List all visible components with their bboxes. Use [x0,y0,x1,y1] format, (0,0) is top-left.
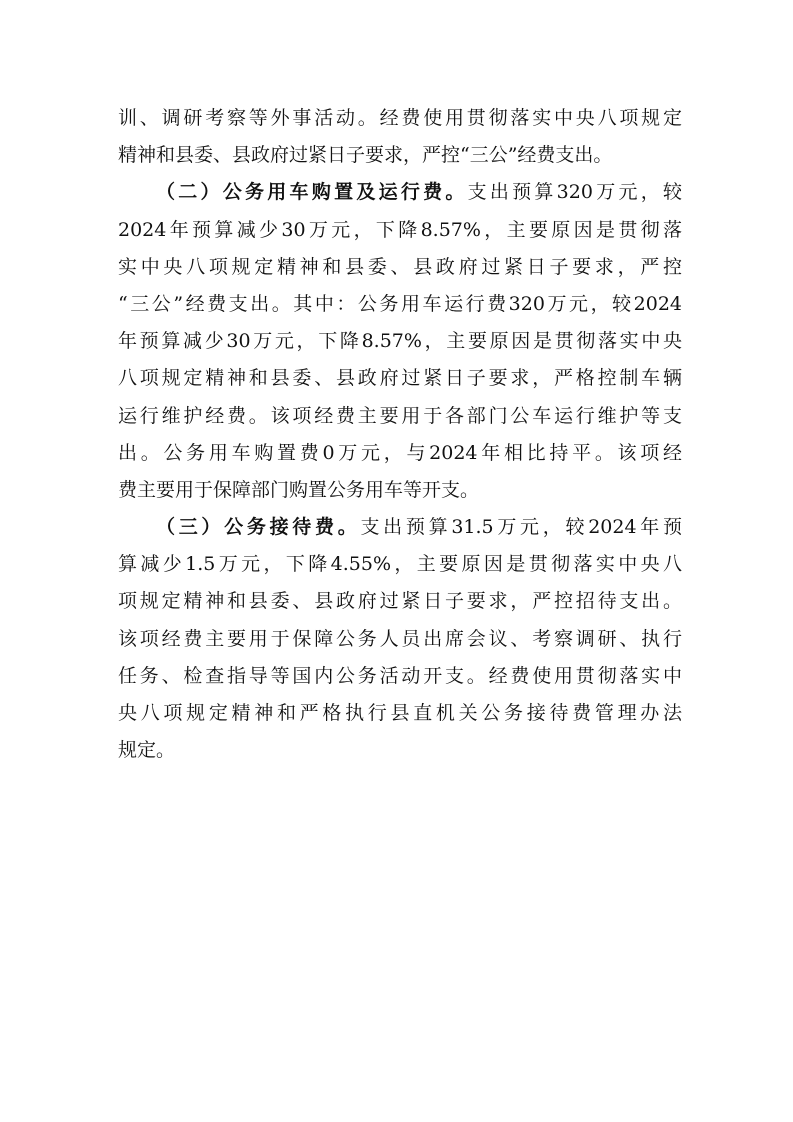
paragraph-2-line-3: 实中央八项规定精神和县委、县政府过紧日子要求，严控 [118,255,682,278]
paragraph-3-line-1 [118,509,682,546]
paragraph-2-line-9: 费主要用于保障部门购置公务用车等开支。 [118,478,480,501]
paragraph-1-line-2: 精神和县委、县政府过紧日子要求，严控“三公”经费支出。 [118,144,613,167]
paragraph-2-first-line-text: 支出预算320万元，较 [467,181,682,204]
section-heading-reception: （三）公务接待费。 [156,516,361,539]
paragraph-2-line-7: 运行维护经费。该项经费主要用于各部门公车运行维护等支 [118,404,682,427]
paragraph-2-line-8: 出。公务用车购置费0万元，与2024年相比持平。该项经 [118,441,682,464]
paragraph-3-line-6: 央八项规定精神和严格执行县直机关公务接待费管理办法 [118,702,682,724]
document-body [118,100,682,769]
paragraph-3-first-line-text: 支出预算31.5万元，较2024年预 [360,516,682,539]
paragraph-2-line-2: 2024年预算减少30万元，下降8.57%，主要原因是贯彻落 [118,218,682,241]
paragraph-3-line-3: 项规定精神和县委、县政府过紧日子要求，严控招待支出。 [118,590,682,613]
paragraph-2-line-5: 年预算减少30万元，下降8.57%，主要原因是贯彻落实中央 [118,330,682,353]
paragraph-2-line-6: 八项规定精神和县委、县政府过紧日子要求，严格控制车辆 [118,367,682,390]
paragraph-3-line-5: 任务、检查指导等国内公务活动开支。经费使用贯彻落实中 [118,664,682,687]
paragraph-3-line-2: 算减少1.5万元，下降4.55%，主要原因是贯彻落实中央八 [118,553,682,576]
section-heading-vehicles: （二）公务用车购置及运行费。 [156,181,468,204]
paragraph-2-line-1 [118,174,682,211]
paragraph-3-line-4: 该项经费主要用于保障公务人员出席会议、考察调研、执行 [118,627,682,650]
paragraph-1-line-1: 训、调研考察等外事活动。经费使用贯彻落实中央八项规定 [118,107,682,129]
paragraph-3-line-7: 规定。 [118,739,176,762]
paragraph-2-line-4: “三公”经费支出。其中：公务用车运行费320万元，较2024 [118,292,682,315]
